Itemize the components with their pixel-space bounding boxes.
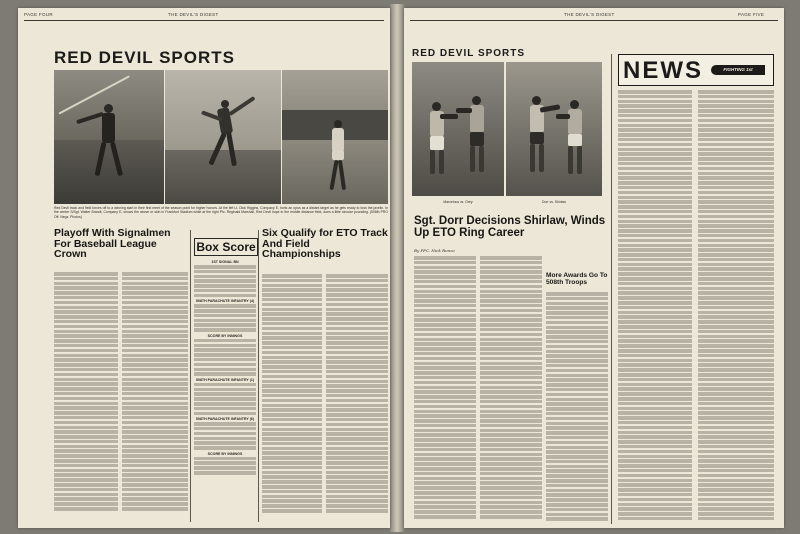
box-table-heading: 508TH PARACHUTE INFANTRY (4) [195,299,255,304]
photo-boxing-left [412,62,504,196]
boxing-headline: Sgt. Dorr Decisions Shirlaw, Winds Up ETO Ring Career [414,215,606,239]
box-table-heading: 1ST SIGNAL BN [211,260,239,264]
right-page [404,8,784,528]
byline: By PFC. Nick Ronzo [414,248,455,253]
column-rule [190,230,191,522]
photo-discus [165,70,281,204]
article-column [326,274,388,522]
box-score-tables [194,258,256,522]
column-rule [611,54,612,524]
book-spine [390,4,404,532]
news-column [698,90,774,524]
article-column [54,272,118,522]
photo-caption-left: Marvelous vs. Grey [443,200,473,204]
awards-subhead: More Awards Go To 508th Troops [546,272,608,287]
masthead: THE DEVIL'S DIGEST [168,12,219,17]
box-score-title: Box Score [194,238,258,256]
news-logo-tag: FIGHTING 1st [711,65,765,75]
news-logo-word: NEWS [623,57,703,84]
article-column [262,274,322,522]
photo-boxing-right [506,62,602,196]
masthead-rule [410,20,778,21]
article-column [546,292,608,524]
article-column [480,256,542,524]
left-page [18,8,390,528]
photo-caption-right: Dorr vs. Shirlaw [542,200,566,204]
sports-banner: RED DEVIL SPORTS [54,48,235,67]
box-table-heading: 508TH PARACHUTE INFANTRY (1) [195,377,255,382]
box-table-heading: SCORE BY INNINGS [207,451,243,456]
baseball-headline: Playoff With Signalmen For Baseball League Crown [54,227,171,261]
box-table-heading: SCORE BY INNINGS [207,333,243,338]
sports-banner: RED DEVIL SPORTS [412,48,526,59]
photo-caption: Red Devil track and field forces off to a winning start in their first meet of the season point for higher honors. At the left Lt. Dick Higgins, Company E, hurls an opus as a distant target as he gets ready to toss the javelin. In the center S/Sgt. Walter Brandt, Company E, shows the above or skin in Frankfurt Stadium while at the right Pfc. Reginald Marshall, Red Devil hope in the middle distance field, does a little circular pounding. (508th PRO Off. Negs. Photos) [54,206,388,219]
masthead-rule [24,20,384,21]
article-column [122,272,188,522]
track-headline: Six Qualify for ETO Track And Field Championships [262,227,388,261]
news-column [618,90,692,524]
masthead: THE DEVIL'S DIGEST [564,12,615,17]
box-table-heading: 508TH PARACHUTE INFANTRY (6) [195,417,255,422]
article-column [414,256,476,524]
photo-runner [282,70,388,204]
news-logo [618,54,774,86]
page-number: PAGE FIVE [738,12,765,17]
photo-javelin [54,70,164,204]
column-rule [258,230,259,522]
page-number: PAGE FOUR [24,12,53,17]
